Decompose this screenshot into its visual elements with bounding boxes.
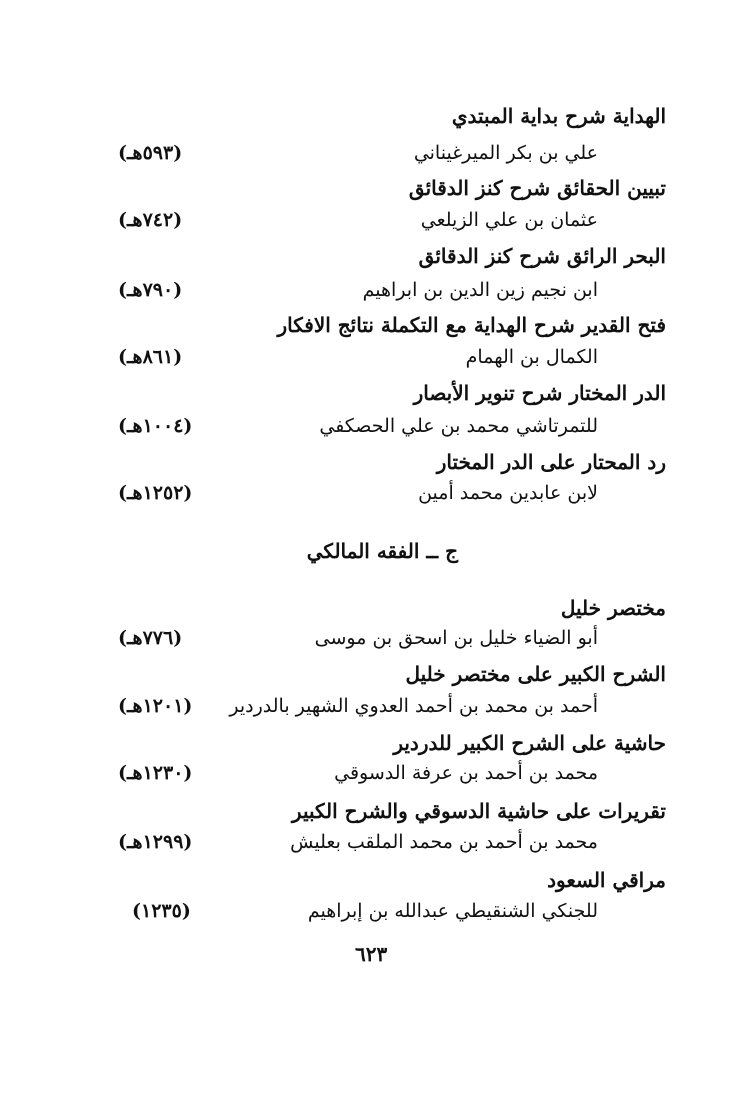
entry-author: ابن نجيم زين الدين بن ابراهيم <box>362 279 598 301</box>
entry-author: الكمال بن الهمام <box>465 346 598 368</box>
entry-date: (١٢٠١هـ) <box>118 695 193 717</box>
page-number: ٦٢٣ <box>355 942 388 966</box>
entry-title: الشرح الكبير على مختصر خليل <box>405 662 666 686</box>
entry-title: مختصر خليل <box>560 596 666 620</box>
entry-title: الدر المختار شرح تنوير الأبصار <box>413 381 666 405</box>
entry-author: عثمان بن علي الزيلعي <box>420 209 598 231</box>
entry-author: لابن عابدين محمد أمين <box>418 482 598 504</box>
entry-date: (٥٩٣هـ) <box>118 142 183 164</box>
entry-title: تبيين الحقائق شرح كنز الدقائق <box>408 176 666 200</box>
entry-author: أبو الضياء خليل بن اسحق بن موسى <box>314 627 598 649</box>
section-heading: ج ــ الفقه المالكي <box>306 539 458 563</box>
entry-title: الهداية شرح بداية المبتدي <box>451 104 666 128</box>
entry-author: محمد بن أحمد بن عرفة الدسوقي <box>334 762 598 784</box>
entry-date: (١٢٣٥) <box>132 900 191 922</box>
entry-author: للجنكي الشنقيطي عبدالله بن إبراهيم <box>307 900 598 922</box>
entry-date: (١٢٥٢هـ) <box>118 482 193 504</box>
entry-date: (٧٧٦هـ) <box>118 627 183 649</box>
entry-date: (١٢٩٩هـ) <box>118 831 193 853</box>
entry-author: محمد بن أحمد بن محمد الملقب بعليش <box>290 831 598 853</box>
entry-title: البحر الرائق شرح كنز الدقائق <box>418 244 666 268</box>
entry-title: حاشية على الشرح الكبير للدردير <box>393 731 666 755</box>
entry-date: (١٠٠٤هـ) <box>118 415 193 437</box>
entry-date: (٧٤٢هـ) <box>118 209 183 231</box>
entry-date: (١٢٣٠هـ) <box>118 762 193 784</box>
entry-author: للتمرتاشي محمد بن علي الحصكفي <box>319 415 598 437</box>
entry-title: تقريرات على حاشية الدسوقي والشرح الكبير <box>291 799 666 823</box>
entry-date: (٨٦١هـ) <box>118 346 183 368</box>
entry-title: فتح القدير شرح الهداية مع التكملة نتائج الافكار <box>277 313 666 337</box>
entry-date: (٧٩٠هـ) <box>118 279 183 301</box>
entry-author: أحمد بن محمد بن أحمد العدوي الشهير بالدردير <box>229 695 598 717</box>
entry-title: مراقي السعود <box>547 868 666 892</box>
entry-title: رد المحتار على الدر المختار <box>436 450 666 474</box>
entry-author: علي بن بكر الميرغيناني <box>413 142 598 164</box>
